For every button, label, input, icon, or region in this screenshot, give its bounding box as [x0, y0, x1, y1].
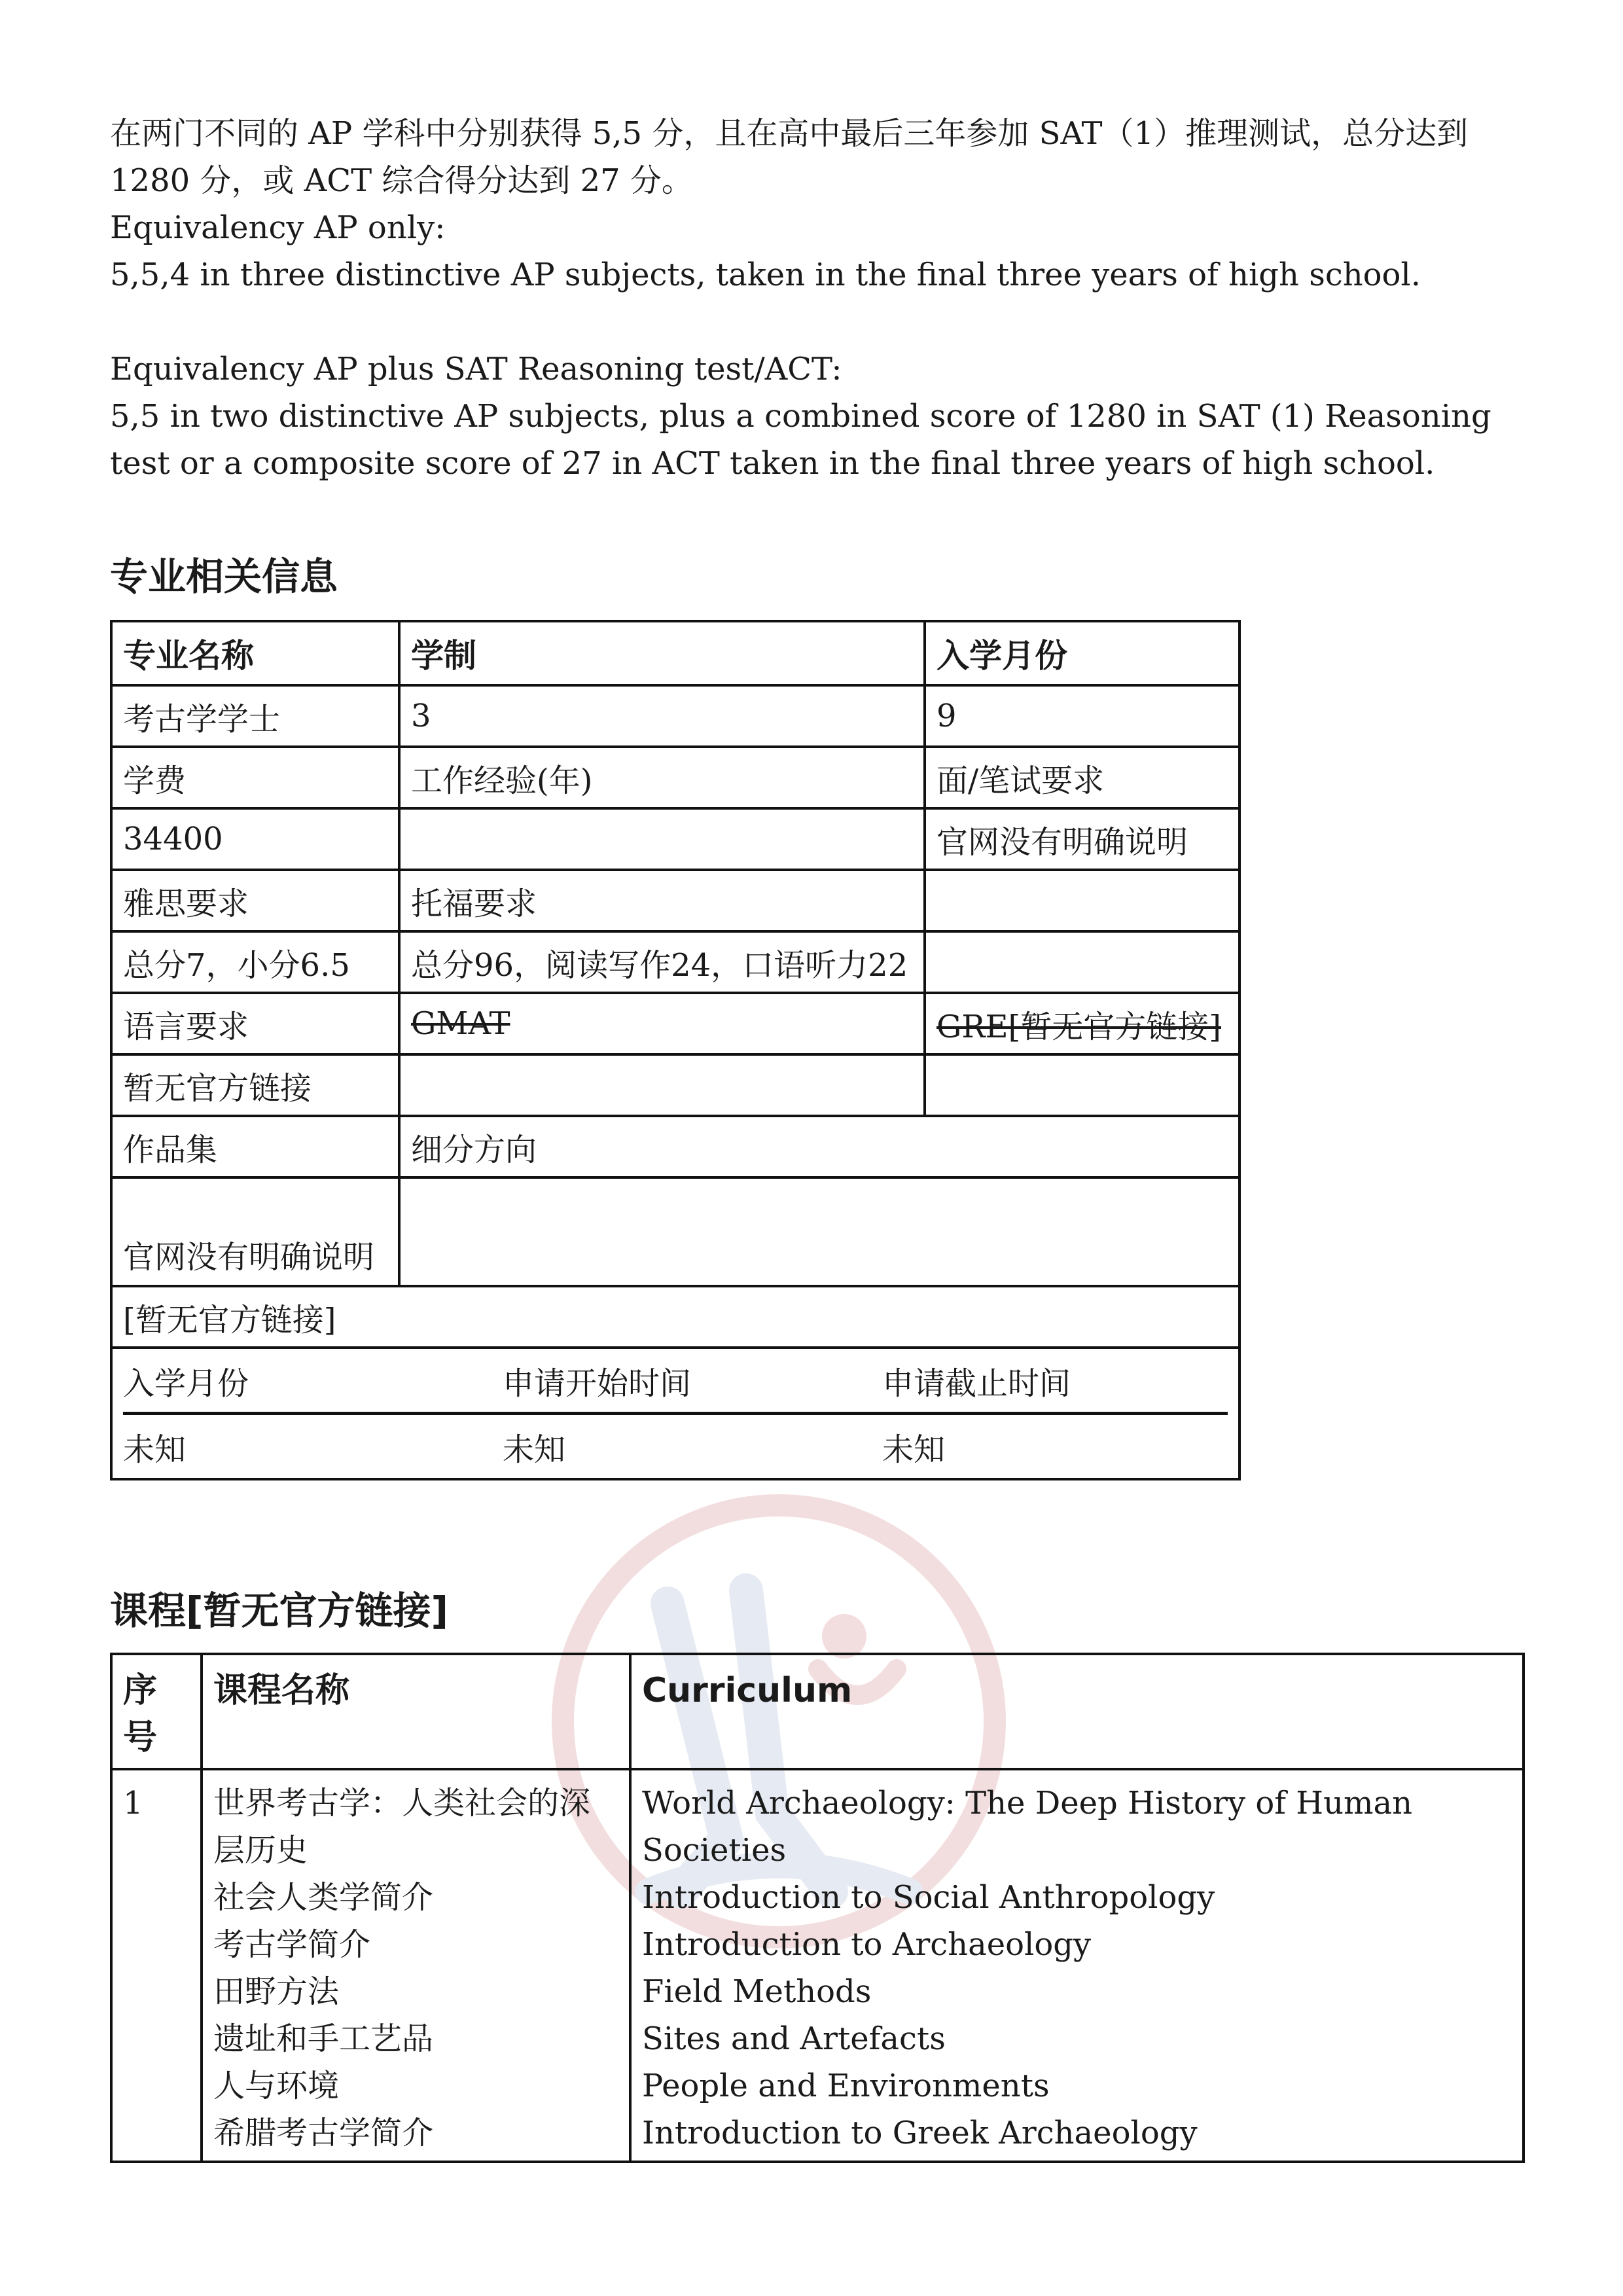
cell: 总分7，小分6.5 [111, 931, 399, 993]
cell: 3 [399, 685, 925, 747]
intro-text [110, 110, 1524, 487]
table-row [111, 931, 1240, 993]
cell: 学费 [111, 747, 399, 808]
header-duration: 学制 [399, 621, 925, 685]
intro-line-3: Equivalency AP only: [110, 209, 446, 246]
program-info-heading: 专业相关信息 [110, 554, 338, 599]
schedule-cell [111, 1348, 1240, 1479]
list-item: 希腊考古学简介 [213, 2115, 434, 2151]
cell: 面/笔试要求 [925, 747, 1240, 808]
table-row [111, 1054, 1240, 1116]
list-item: 世界考古学：人类社会的深 [213, 1785, 591, 1821]
link-note: [暂无官方链接] [111, 1286, 1240, 1348]
cell [399, 808, 925, 870]
list-item: Sites and Artefacts [642, 2020, 946, 2057]
courses-table [110, 1653, 1525, 2163]
cell [399, 1054, 925, 1116]
course-names-en [630, 1769, 1524, 2162]
portfolio-value: 官网没有明确说明 [111, 1177, 399, 1286]
intro-line-7: test or a composite score of 27 in ACT taken in the final three years of high school. [110, 445, 1435, 482]
table-row [111, 1769, 1524, 2162]
course-number: 1 [111, 1769, 202, 2162]
cell-gre: GRE[暂无官方链接] [925, 993, 1240, 1054]
cell: 工作经验(年) [399, 747, 925, 808]
cell: 托福要求 [399, 870, 925, 931]
table-row [111, 621, 1240, 685]
table-row [123, 1349, 1228, 1414]
list-item: Societies [642, 1832, 787, 1869]
list-item: 社会人类学简介 [213, 1879, 434, 1916]
table-row [111, 1177, 1240, 1286]
table-row [111, 747, 1240, 808]
schedule-header-open: 申请开始时间 [503, 1349, 882, 1414]
direction-label: 细分方向 [399, 1116, 1240, 1177]
cell: 官网没有明确说明 [925, 808, 1240, 870]
table-row [111, 808, 1240, 870]
direction-value [399, 1177, 1240, 1286]
portfolio-label: 作品集 [111, 1116, 399, 1177]
intro-line-5: Equivalency AP plus SAT Reasoning test/ACT: [110, 351, 842, 387]
cell [925, 1054, 1240, 1116]
list-item: 考古学简介 [213, 1926, 371, 1963]
table-row [111, 685, 1240, 747]
schedule-header-deadline: 申请截止时间 [882, 1349, 1228, 1414]
list-item: 层历史 [213, 1832, 308, 1869]
courses-heading: 课程[暂无官方链接] [110, 1588, 449, 1633]
schedule-table [123, 1349, 1228, 1478]
list-item: Introduction to Social Anthropology [642, 1879, 1215, 1916]
header-number: 序号 [111, 1654, 202, 1769]
list-item: Introduction to Archaeology [642, 1926, 1092, 1963]
table-row [123, 1414, 1228, 1479]
intro-line-2: 1280 分，或 ACT 综合得分达到 27 分。 [110, 162, 693, 199]
list-item: 田野方法 [213, 1973, 340, 2010]
cell-gmat: GMAT [399, 993, 925, 1054]
intro-line-1: 在两门不同的 AP 学科中分别获得 5,5 分，且在高中最后三年参加 SAT（1）推理测试，总分达到 [110, 115, 1469, 152]
table-row [111, 1116, 1240, 1177]
header-course-name: 课程名称 [202, 1654, 630, 1769]
cell: 考古学学士 [111, 685, 399, 747]
cell: 暂无官方链接 [111, 1054, 399, 1116]
list-item: Field Methods [642, 1973, 872, 2010]
table-row [111, 993, 1240, 1054]
list-item: 遗址和手工艺品 [213, 2020, 434, 2057]
cell [925, 870, 1240, 931]
program-info-table [110, 620, 1241, 1480]
schedule-value-open: 未知 [503, 1431, 566, 1468]
table-row [111, 1348, 1240, 1479]
header-program-name: 专业名称 [111, 621, 399, 685]
list-item: People and Environments [642, 2068, 1050, 2104]
cell: 语言要求 [111, 993, 399, 1054]
table-row [111, 1286, 1240, 1348]
list-item: World Archaeology: The Deep History of Human [642, 1785, 1413, 1821]
cell: 9 [925, 685, 1240, 747]
cell: 总分96，阅读写作24，口语听力22 [399, 931, 925, 993]
schedule-value-deadline: 未知 [882, 1431, 946, 1468]
list-item: Introduction to Greek Archaeology [642, 2115, 1198, 2151]
cell [925, 931, 1240, 993]
header-intake-month: 入学月份 [925, 621, 1240, 685]
intro-line-4: 5,5,4 in three distinctive AP subjects, taken in the final three years of high school. [110, 257, 1421, 293]
header-curriculum: Curriculum [630, 1654, 1524, 1769]
list-item: 人与环境 [213, 2068, 340, 2104]
cell: 雅思要求 [111, 870, 399, 931]
cell: 34400 [111, 808, 399, 870]
table-row [111, 1654, 1524, 1769]
schedule-header-intake: 入学月份 [123, 1349, 503, 1414]
intro-line-6: 5,5 in two distinctive AP subjects, plus a combined score of 1280 in SAT (1) Reasoning [110, 398, 1491, 435]
course-names-cn [202, 1769, 630, 2162]
table-row [111, 870, 1240, 931]
schedule-value-intake: 未知 [123, 1431, 187, 1468]
